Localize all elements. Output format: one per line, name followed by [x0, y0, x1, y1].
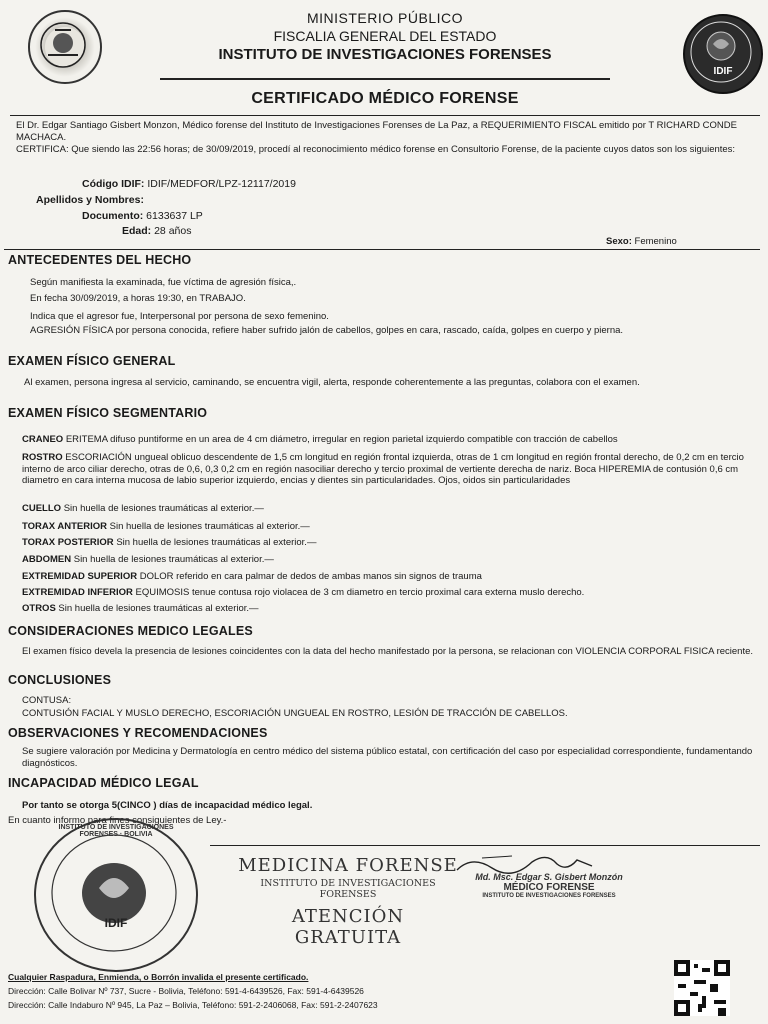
otros-row — [22, 603, 259, 615]
idif-seal-logo — [683, 14, 763, 94]
abdomen-row — [22, 554, 274, 566]
section-incapacidad-heading: INCAPACIDAD MÉDICO LEGAL — [8, 776, 199, 790]
rostro-label: ROSTRO — [22, 452, 63, 463]
antecedentes-line-2: En fecha 30/09/2019, a horas 19:30, en TRABAJO. — [30, 293, 246, 304]
codigo-label: Código IDIF: — [82, 178, 145, 190]
sexo-value: Femenino — [634, 236, 677, 247]
examen-general-text: Al examen, persona ingresa al servicio, caminando, se encuentra vigil, alerta, responde coherentemente a las preguntas, colabora con el examen. — [24, 377, 640, 388]
cuello-text: Sin huella de lesiones traumáticas al exterior.— — [63, 503, 264, 514]
observaciones-text: Se sugiere valoración por Medicina y Dermatología en centro médico del sistema público estatal, con certificación del caso por especialidad correspondiente, fundamentando diagnósticos. — [22, 746, 753, 769]
intro-paragraph — [16, 120, 756, 156]
antecedentes-line-1: Según manifiesta la examinada, fue víctima de agresión física,. — [30, 277, 297, 288]
incapacidad-text: Por tanto se otorga 5(CINCO ) días de incapacidad médico legal. — [22, 800, 313, 811]
documento-value: 6133637 LP — [146, 210, 203, 222]
craneo-text: ERITEMA difuso puntiforme en un area de 4 cm diámetro, irregular en region parietal izquierdo compatible con tracción de cabellos — [65, 434, 618, 445]
torax-posterior-text: Sin huella de lesiones traumáticas al exterior.— — [116, 537, 317, 548]
round-stamp-center: IDIF — [104, 916, 128, 930]
cuello-label: CUELLO — [22, 503, 62, 514]
section-antecedentes-heading: ANTECEDENTES DEL HECHO — [8, 253, 192, 267]
craneo-label: CRANEO — [22, 434, 64, 445]
title-divider — [10, 115, 760, 116]
torax-anterior-label: TORAX ANTERIOR — [22, 521, 107, 532]
extremidad-superior-row — [22, 571, 482, 583]
conclusiones-line-1: CONTUSA: — [22, 695, 72, 706]
footer-warning: Cualquier Raspadura, Enmienda, o Borrón invalida el presente certificado. — [8, 972, 309, 982]
header-divider — [160, 78, 610, 80]
stamp-box-line-1: MEDICINA FORENSE — [238, 855, 458, 876]
extremidad-inferior-label: EXTREMIDAD INFERIOR — [22, 587, 133, 598]
extremidad-inferior-text: EQUIMOSIS tenue contusa rojo violacea de 3 cm diametro en tercio proximal cara externa muslo derecho. — [135, 587, 585, 598]
edad-value: 28 años — [154, 225, 192, 237]
signature-name: Md. Msc. Edgar S. Gisbert Monzón — [475, 872, 623, 882]
conclusiones-line-2: CONTUSIÓN FACIAL Y MUSLO DERECHO, ESCORIACIÓN UNGUEAL EN ROSTRO, LESIÓN DE TRACCIÓN DE CABELLOS. — [22, 708, 568, 719]
section-divider-1 — [4, 249, 760, 250]
section-observaciones-heading: OBSERVACIONES Y RECOMENDACIONES — [8, 726, 268, 740]
footer-address-sucre: Dirección: Calle Bolivar Nº 737, Sucre - Bolivia, Teléfono: 591-4-6439526, Fax: 591-4-6439526 — [8, 986, 364, 996]
ministerio-seal-logo — [28, 10, 102, 84]
section-examen-general-heading: EXAMEN FÍSICO GENERAL — [8, 354, 176, 368]
edad-label: Edad: — [122, 225, 152, 237]
torax-anterior-text: Sin huella de lesiones traumáticas al exterior.— — [109, 521, 310, 532]
extremidad-inferior-row — [22, 587, 752, 599]
extremidad-superior-label: EXTREMIDAD SUPERIOR — [22, 571, 138, 582]
idif-round-stamp — [34, 818, 198, 972]
round-stamp-text: INSTITUTO DE INVESTIGACIONES FORENSES · BOLIVIA — [58, 824, 174, 838]
consideraciones-text: El examen físico devela la presencia de lesiones coincidentes con la data del hecho manifestado por la persona, se relacionan con VIOLENCIA CORPORAL FISICA reciente. — [22, 646, 754, 657]
documento-label: Documento: — [82, 210, 144, 222]
field-sexo — [606, 236, 677, 247]
otros-label: OTROS — [22, 603, 56, 614]
field-documento — [82, 210, 203, 222]
qr-code — [674, 960, 730, 1016]
signature-title: MÉDICO FORENSE — [503, 882, 595, 893]
stamp-box-line-2: INSTITUTO DE INVESTIGACIONES FORENSES — [260, 878, 436, 900]
antecedentes-line-3: Indica que el agresor fue, Interpersonal por persona de sexo femenino. — [30, 311, 329, 322]
header-fiscalia: FISCALIA GENERAL DEL ESTADO — [273, 28, 497, 44]
extremidad-superior-text: DOLOR referido en cara palmar de dedos de ambas manos sin signos de trauma — [139, 571, 482, 582]
header-ministry: MINISTERIO PÚBLICO — [306, 10, 464, 26]
abdomen-text: Sin huella de lesiones traumáticas al exterior.— — [73, 554, 274, 565]
torax-posterior-row — [22, 537, 316, 549]
abdomen-label: ABDOMEN — [22, 554, 72, 565]
intro-line-1: El Dr. Edgar Santiago Gisbert Monzon, Médico forense del Instituto de Investigaciones Forenses de La Paz, a REQUERIMIENTO FISCAL emitido por T RICHARD CONDE MACHACA. — [16, 120, 737, 143]
medicina-forense-stamp — [238, 855, 458, 948]
intro-line-2: CERTIFICA: Que siendo las 22:56 horas; de 30/09/2019, procedí al reconocimiento médico forense en Consultorio Forense, de la paciente cuyos datos son los siguientes: — [16, 144, 736, 155]
certificate-title: CERTIFICADO MÉDICO FORENSE — [251, 90, 519, 107]
torax-anterior-row — [22, 521, 310, 533]
field-edad — [122, 225, 191, 237]
rostro-text: ESCORIACIÓN ungueal oblicuo descendente de 1,5 cm longitud en región frontal izquierda, otras de 1 cm longitud en región frontal derecho, de 0,2 cm en tercio interno de arco ciliar derecho, otras de 0,6, 0,3 0,2 cm en región nasociliar derecho y tercio proximal de vertiente derecha de nariz. Boca HIPEREMIA de contusión 0,6 cm diametro en cara interna mucosa de labio superior izquierdo, encias y dientes sin particularidades. Ojos, oidos sin particularidades — [22, 452, 744, 486]
apellidos-label: Apellidos y Nombres: — [36, 194, 144, 206]
stamp-box-line-3: ATENCIÓN GRATUITA — [291, 906, 405, 948]
header-institute: INSTITUTO DE INVESTIGACIONES FORENSES — [218, 46, 552, 63]
footer-address-lapaz: Dirección: Calle Indaburo Nº 945, La Paz – Bolivia, Teléfono: 591-2-2406068, Fax: 591-2-2407623 — [8, 1000, 378, 1010]
field-codigo — [82, 178, 296, 190]
cuello-row — [22, 503, 264, 515]
section-consideraciones-heading: CONSIDERACIONES MEDICO LEGALES — [8, 624, 253, 638]
craneo-row — [22, 434, 752, 446]
incapacidad-closing: En cuanto informo para fines consiguientes de Ley.- — [8, 815, 227, 826]
sexo-label: Sexo: — [606, 236, 632, 247]
field-apellidos — [36, 194, 144, 206]
section-examen-segmentario-heading: EXAMEN FÍSICO SEGMENTARIO — [8, 406, 208, 420]
section-conclusiones-heading: CONCLUSIONES — [8, 673, 112, 687]
otros-text: Sin huella de lesiones traumáticas al exterior.— — [58, 603, 259, 614]
signature-stamp — [464, 872, 634, 899]
rostro-row — [22, 452, 754, 487]
signature-institute: INSTITUTO DE INVESTIGACIONES FORENSES — [482, 893, 616, 899]
idif-seal-label: IDIF — [713, 66, 733, 77]
antecedentes-line-4: AGRESIÓN FÍSICA por persona conocida, refiere haber sufrido jalón de cabellos, golpes en cara, rascado, caída, golpes en cuerpo y pierna. — [30, 325, 624, 336]
codigo-value: IDIF/MEDFOR/LPZ-12117/2019 — [147, 178, 296, 190]
header-block — [150, 10, 620, 63]
signature-divider — [210, 845, 760, 846]
torax-posterior-label: TORAX POSTERIOR — [22, 537, 114, 548]
